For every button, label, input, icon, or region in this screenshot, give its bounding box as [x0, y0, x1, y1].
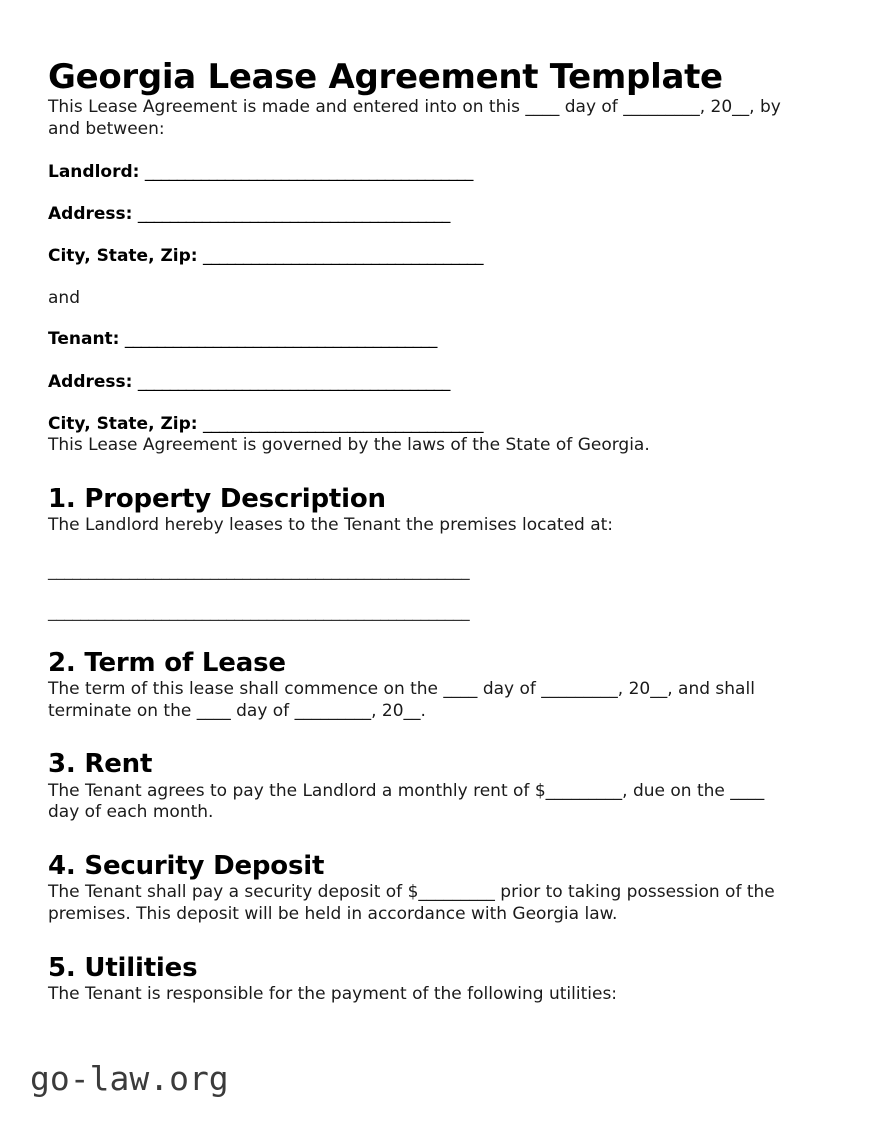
- field-label-landlord: Landlord:: [48, 161, 140, 182]
- section-heading-rent: 3. Rent: [48, 749, 153, 780]
- section-heading-utilities: 5. Utilities: [48, 952, 198, 983]
- field-label-tenant-address: Address:: [48, 371, 133, 392]
- governing-law-paragraph: This Lease Agreement is governed by the laws of the State of Georgia.: [48, 435, 650, 456]
- field-landlord-address: [48, 204, 791, 225]
- section-body-term-of-lease: The term of this lease shall commence on the ____ day of _________, 20__, and shall terminate on the ____ day of _________, 20__.: [48, 678, 755, 721]
- field-label-tenant-city-state-zip: City, State, Zip:: [48, 413, 198, 434]
- section-heading-property-description: 1. Property Description: [48, 483, 386, 514]
- section-body-utilities: The Tenant is responsible for the payment of the following utilities:: [48, 984, 618, 1005]
- page-title: Georgia Lease Agreement Template: [48, 57, 723, 97]
- section-body-security-deposit: The Tenant shall pay a security deposit of $_________ prior to taking possession of the premises. This deposit will be held in accordance with Georgia law.: [48, 882, 775, 925]
- section-heading-security-deposit: 4. Security Deposit: [48, 851, 325, 882]
- field-blank-landlord-address[interactable]: _______________________________________: [137, 203, 450, 224]
- field-landlord-city-state-zip: [48, 246, 791, 267]
- field-landlord-name: [48, 162, 791, 183]
- property-description-blank-line-2[interactable]: ____________________________________________________: [48, 601, 470, 622]
- field-label-tenant: Tenant:: [48, 329, 120, 350]
- parties-conjunction: and: [48, 288, 80, 309]
- field-label-landlord-city-state-zip: City, State, Zip:: [48, 246, 198, 267]
- field-blank-landlord-city-state-zip[interactable]: ___________________________________: [202, 246, 483, 267]
- field-blank-tenant-address[interactable]: _______________________________________: [137, 371, 450, 392]
- field-label-landlord-address: Address:: [48, 203, 133, 224]
- section-body-rent: The Tenant agrees to pay the Landlord a monthly rent of $_________, due on the ____ day of each month.: [48, 780, 765, 823]
- field-tenant-address: [48, 372, 791, 393]
- site-watermark: go-law.org: [30, 1059, 229, 1098]
- field-blank-tenant-city-state-zip[interactable]: ___________________________________: [202, 413, 483, 434]
- section-body-property-description: The Landlord hereby leases to the Tenant the premises located at:: [48, 515, 614, 536]
- field-blank-tenant[interactable]: _______________________________________: [124, 329, 437, 350]
- intro-paragraph: This Lease Agreement is made and entered into on this ____ day of _________, 20__, by and between:: [48, 97, 781, 139]
- field-blank-landlord[interactable]: _________________________________________: [144, 161, 473, 182]
- section-heading-term-of-lease: 2. Term of Lease: [48, 647, 286, 678]
- field-tenant-city-state-zip: [48, 414, 791, 435]
- property-description-blank-line-1[interactable]: ____________________________________________________: [48, 560, 470, 581]
- field-tenant-name: [48, 329, 791, 350]
